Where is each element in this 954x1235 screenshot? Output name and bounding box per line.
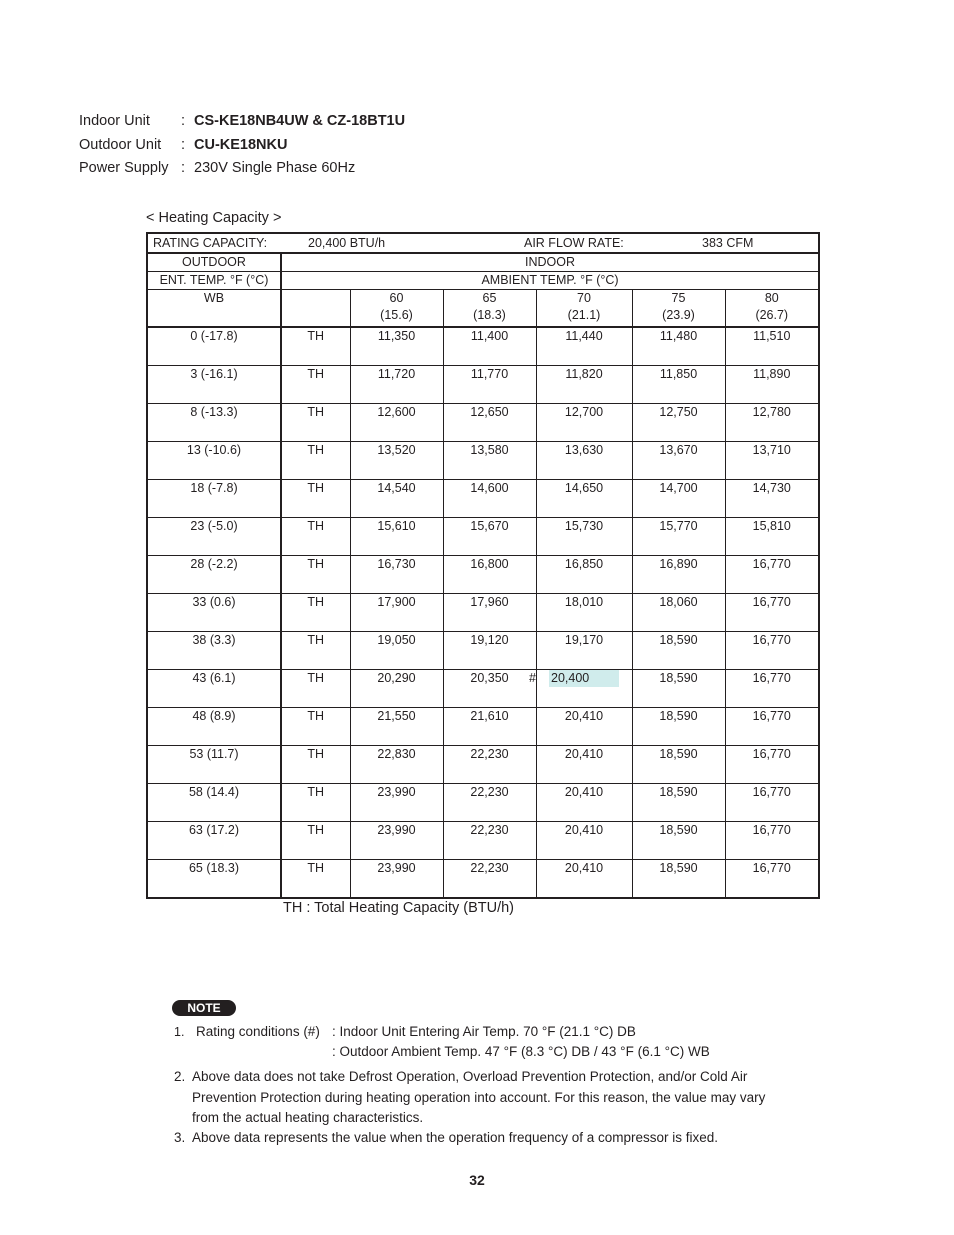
capacity-value-cell: 11,770: [443, 366, 536, 404]
capacity-value-cell: 11,890: [725, 366, 819, 404]
capacity-value-cell: 19,170: [536, 632, 632, 670]
capacity-value-cell: 22,830: [350, 746, 443, 784]
capacity-value-cell: 17,960: [443, 594, 536, 632]
capacity-value-cell: 18,590: [632, 784, 725, 822]
outdoor-header: OUTDOOR: [147, 253, 281, 272]
indoor-temp-header-65: [443, 290, 536, 328]
table-row: [147, 746, 819, 784]
outdoor-wb-cell: 53 (11.7): [147, 746, 281, 784]
table-row: [147, 708, 819, 746]
capacity-value-cell: 15,610: [350, 518, 443, 556]
table-row: [147, 480, 819, 518]
capacity-value-cell: 11,480: [632, 327, 725, 366]
outdoor-wb-cell: 33 (0.6): [147, 594, 281, 632]
note-2-line-3: from the actual heating characteristics.: [192, 1110, 424, 1125]
capacity-value-cell: 16,730: [350, 556, 443, 594]
note-2-line-1: Above data does not take Defrost Operation, Overload Prevention Protection, and/or Cold Air: [192, 1069, 748, 1084]
capacity-value-cell: 20,290: [350, 670, 443, 708]
capacity-value-cell: 12,700: [536, 404, 632, 442]
outdoor-wb-cell: 43 (6.1): [147, 670, 281, 708]
rated-capacity-cell: [529, 670, 632, 708]
capacity-value-cell: 21,550: [350, 708, 443, 746]
capacity-type-cell: TH: [281, 708, 350, 746]
capacity-value-cell: 15,810: [725, 518, 819, 556]
type-header: [281, 290, 350, 328]
capacity-value-cell: 14,600: [443, 480, 536, 518]
capacity-value-cell: 16,770: [725, 860, 819, 899]
spec-value: 230V Single Phase 60Hz: [194, 160, 356, 176]
capacity-value-cell: 16,890: [632, 556, 725, 594]
outdoor-wb-cell: 13 (-10.6): [147, 442, 281, 480]
spec-value: CS-KE18NB4UW & CZ-18BT1U: [194, 113, 406, 129]
legend: TH : Total Heating Capacity (BTU/h): [283, 900, 515, 916]
capacity-value-cell: 12,600: [350, 404, 443, 442]
capacity-type-cell: TH: [281, 784, 350, 822]
note-2-line-2: Prevention Protection during heating operation into account. For this reason, the value may vary: [192, 1090, 766, 1105]
capacity-value-cell: 22,230: [443, 784, 536, 822]
table-row: [147, 822, 819, 860]
capacity-value-cell: 17,900: [350, 594, 443, 632]
capacity-value-cell: 19,120: [443, 632, 536, 670]
capacity-type-cell: TH: [281, 366, 350, 404]
capacity-value-cell: 13,580: [443, 442, 536, 480]
indoor-temp-f: 65: [482, 291, 497, 305]
capacity-value-cell: 20,410: [536, 822, 632, 860]
table-row: [147, 556, 819, 594]
indoor-header: INDOOR: [281, 253, 819, 272]
indoor-temp-header-80: [725, 290, 819, 328]
spec-colon: :: [181, 137, 186, 153]
capacity-value-cell: 16,770: [725, 556, 819, 594]
spec-colon: :: [181, 113, 186, 129]
capacity-value-cell: 18,590: [632, 708, 725, 746]
section-title: < Heating Capacity >: [146, 210, 282, 226]
capacity-value-cell: 20,410: [536, 784, 632, 822]
rating-capacity-label: RATING CAPACITY:: [153, 236, 268, 250]
spec-label: Outdoor Unit: [79, 137, 162, 153]
indoor-temp-c: (23.9): [662, 308, 695, 322]
capacity-type-cell: TH: [281, 860, 350, 899]
capacity-value-cell: 18,590: [632, 746, 725, 784]
capacity-value-cell: 16,770: [725, 784, 819, 822]
indoor-temp-header-60: [350, 290, 443, 328]
capacity-type-cell: TH: [281, 404, 350, 442]
capacity-value-cell: 11,820: [536, 366, 632, 404]
capacity-value-cell: 23,990: [350, 784, 443, 822]
table-row: [147, 860, 819, 899]
capacity-value-cell: 16,850: [536, 556, 632, 594]
rating-capacity-value: 20,400 BTU/h: [308, 236, 386, 250]
capacity-value-cell: 18,060: [632, 594, 725, 632]
spec-colon: :: [181, 160, 186, 176]
capacity-value-cell: 11,350: [350, 327, 443, 366]
capacity-value-cell: 20,410: [536, 708, 632, 746]
capacity-value-cell: 13,710: [725, 442, 819, 480]
capacity-value-cell: 22,230: [443, 860, 536, 899]
spec-label: Indoor Unit: [79, 113, 150, 129]
capacity-type-cell: TH: [281, 480, 350, 518]
capacity-value-cell: 14,700: [632, 480, 725, 518]
table-row: [147, 518, 819, 556]
capacity-value-cell: 18,590: [632, 670, 725, 708]
capacity-value-cell: 16,770: [725, 708, 819, 746]
capacity-value-cell: 23,990: [350, 860, 443, 899]
note-1-number: 1.: [174, 1025, 185, 1039]
capacity-value-cell: 19,050: [350, 632, 443, 670]
rating-header: [147, 233, 819, 253]
capacity-value-cell: 16,770: [725, 746, 819, 784]
capacity-value-cell: 13,520: [350, 442, 443, 480]
outdoor-wb-cell: 0 (-17.8): [147, 327, 281, 366]
table-row: [147, 442, 819, 480]
heating-capacity-table: [146, 232, 820, 899]
note-3-line-1: Above data represents the value when the operation frequency of a compressor is fixed.: [192, 1130, 719, 1145]
indoor-temp-f: 60: [389, 291, 404, 305]
capacity-type-cell: TH: [281, 556, 350, 594]
table-row: [147, 632, 819, 670]
capacity-value-cell: 13,630: [536, 442, 632, 480]
capacity-value-cell: 18,590: [632, 860, 725, 899]
indoor-temp-header-70: [536, 290, 632, 328]
capacity-type-cell: TH: [281, 670, 350, 708]
capacity-type-cell: TH: [281, 822, 350, 860]
wb-header: WB: [147, 290, 281, 328]
capacity-value-cell: 20,350: [443, 670, 536, 708]
outdoor-wb-cell: 48 (8.9): [147, 708, 281, 746]
note-1-line-2: : Outdoor Ambient Temp. 47 °F (8.3 °C) DB / 43 °F (6.1 °C) WB: [332, 1044, 710, 1059]
capacity-type-cell: TH: [281, 327, 350, 366]
ambient-temp-header: AMBIENT TEMP. °F (°C): [281, 272, 819, 290]
outdoor-wb-cell: 8 (-13.3): [147, 404, 281, 442]
capacity-type-cell: TH: [281, 518, 350, 556]
indoor-temp-header-75: [632, 290, 725, 328]
outdoor-wb-cell: 23 (-5.0): [147, 518, 281, 556]
capacity-value-cell: 20,410: [536, 860, 632, 899]
capacity-value-cell: 11,720: [350, 366, 443, 404]
capacity-value-cell: 22,230: [443, 822, 536, 860]
outdoor-wb-cell: 65 (18.3): [147, 860, 281, 899]
table-row: [147, 366, 819, 404]
table-row: [147, 327, 819, 366]
capacity-type-cell: TH: [281, 746, 350, 784]
table-row: [147, 784, 819, 822]
capacity-value-cell: 11,400: [443, 327, 536, 366]
capacity-value-cell: 14,730: [725, 480, 819, 518]
spec-indoor-unit: [79, 112, 406, 130]
indoor-temp-f: 80: [764, 291, 779, 305]
capacity-value-cell: 12,750: [632, 404, 725, 442]
outdoor-wb-cell: 58 (14.4): [147, 784, 281, 822]
capacity-value-cell: 16,800: [443, 556, 536, 594]
outdoor-wb-cell: 63 (17.2): [147, 822, 281, 860]
capacity-value-cell: 16,770: [725, 822, 819, 860]
ent-temp-header: ENT. TEMP. °F (°C): [147, 272, 281, 290]
capacity-value-cell: 13,670: [632, 442, 725, 480]
rated-marker: #: [529, 671, 536, 685]
capacity-value-cell: 11,510: [725, 327, 819, 366]
capacity-value-cell: 20,410: [536, 746, 632, 784]
note-2-number: 2.: [174, 1069, 186, 1084]
spec-power-supply: [79, 159, 356, 177]
note-3-number: 3.: [174, 1130, 186, 1145]
capacity-value-cell: 18,590: [632, 822, 725, 860]
capacity-type-cell: TH: [281, 632, 350, 670]
indoor-temp-f: 70: [577, 291, 591, 305]
table-row: [147, 670, 819, 708]
table-row: [147, 404, 819, 442]
indoor-temp-f: 75: [671, 291, 686, 305]
capacity-value-cell: 12,650: [443, 404, 536, 442]
outdoor-wb-cell: 38 (3.3): [147, 632, 281, 670]
capacity-value-cell: 22,230: [443, 746, 536, 784]
capacity-value-cell: 15,730: [536, 518, 632, 556]
capacity-value-cell: 18,010: [536, 594, 632, 632]
capacity-value-cell: 14,650: [536, 480, 632, 518]
spec-label: Power Supply: [79, 160, 169, 176]
table-row: [147, 594, 819, 632]
capacity-value-cell: 18,590: [632, 632, 725, 670]
capacity-value-cell: 12,780: [725, 404, 819, 442]
indoor-temp-c: (18.3): [473, 308, 506, 322]
outdoor-wb-cell: 18 (-7.8): [147, 480, 281, 518]
spec-value: CU-KE18NKU: [194, 137, 288, 153]
indoor-temp-c: (15.6): [380, 308, 413, 322]
air-flow-rate-value: 383 CFM: [702, 236, 754, 250]
rated-capacity-value: 20,400: [549, 670, 619, 687]
note-badge: NOTE: [172, 1000, 236, 1016]
capacity-value-cell: 15,770: [632, 518, 725, 556]
capacity-value-cell: 16,770: [725, 632, 819, 670]
capacity-value-cell: 23,990: [350, 822, 443, 860]
indoor-temp-c: (21.1): [567, 308, 601, 322]
spec-outdoor-unit: [79, 136, 288, 154]
outdoor-wb-cell: 28 (-2.2): [147, 556, 281, 594]
capacity-value-cell: 16,770: [725, 594, 819, 632]
note-1-line-1: : Indoor Unit Entering Air Temp. 70 °F (21.1 °C) DB: [332, 1024, 636, 1039]
capacity-type-cell: TH: [281, 594, 350, 632]
page-number: 32: [469, 1172, 485, 1188]
capacity-value-cell: 11,850: [632, 366, 725, 404]
capacity-value-cell: 14,540: [350, 480, 443, 518]
capacity-value-cell: 16,770: [725, 670, 819, 708]
capacity-value-cell: 11,440: [536, 327, 632, 366]
capacity-value-cell: 21,610: [443, 708, 536, 746]
air-flow-rate-label: AIR FLOW RATE:: [524, 236, 624, 250]
note-1-label: Rating conditions (#): [196, 1024, 320, 1039]
capacity-type-cell: TH: [281, 442, 350, 480]
outdoor-wb-cell: 3 (-16.1): [147, 366, 281, 404]
capacity-value-cell: 15,670: [443, 518, 536, 556]
indoor-temp-c: (26.7): [755, 308, 789, 322]
